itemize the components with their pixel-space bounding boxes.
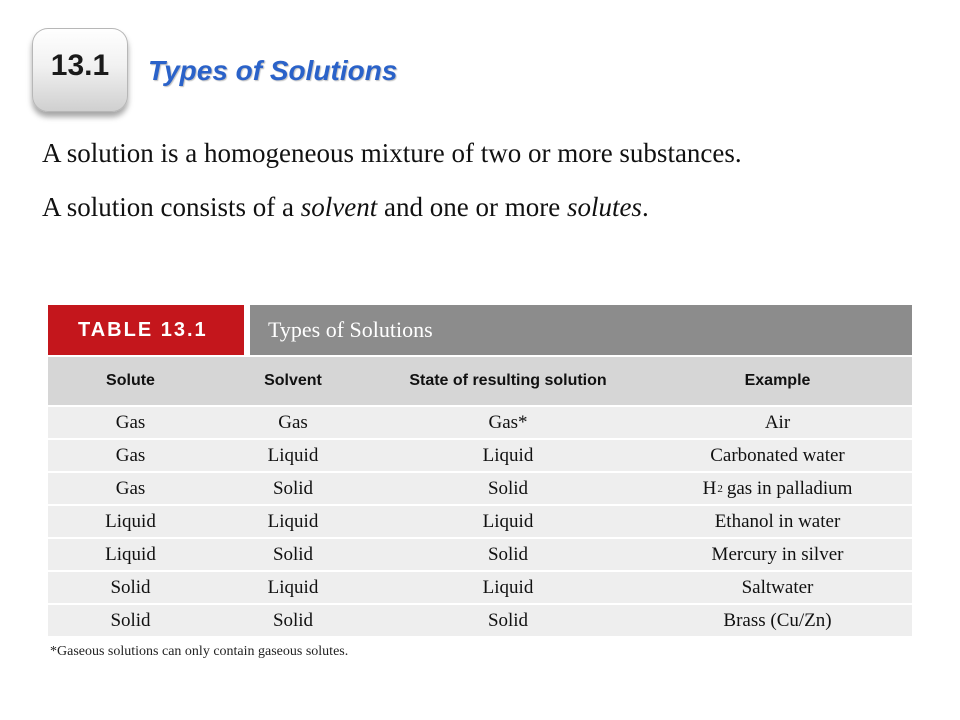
table-caption: Types of Solutions (250, 305, 912, 355)
composition-line (42, 192, 649, 223)
cell-solute: Liquid (105, 510, 156, 532)
cell-example: Brass (Cu/Zn) (723, 609, 832, 631)
cell-state: Solid (487, 609, 529, 631)
table-row (48, 504, 912, 537)
table-label: TABLE 13.1 (48, 305, 244, 355)
h2-element: H (702, 477, 717, 499)
cell-example: Air (764, 411, 791, 433)
cell-state: Liquid (482, 510, 534, 532)
cell-example: Mercury in silver (711, 543, 844, 565)
cell-solute: Solid (110, 576, 151, 598)
cell-state: Solid (487, 477, 529, 499)
table-row (48, 603, 912, 636)
cell-state: Gas* (488, 411, 528, 433)
cell-solvent: Liquid (267, 576, 319, 598)
table-column-headers (48, 355, 912, 405)
cell-example: Ethanol in water (714, 510, 841, 532)
table-body (48, 405, 912, 636)
cell-example-h2 (643, 473, 912, 504)
cell-state: Solid (487, 543, 529, 565)
table-header-bar (48, 305, 912, 355)
composition-text-post: . (641, 192, 649, 222)
cell-solvent: Liquid (267, 444, 319, 466)
table-row (48, 471, 912, 504)
solvent-term: solvent (300, 192, 378, 222)
h2-rest: gas in palladium (726, 477, 853, 499)
cell-example: Saltwater (741, 576, 814, 598)
cell-example: Carbonated water (710, 444, 845, 466)
cell-solute: Liquid (105, 543, 156, 565)
column-header-state: State of resulting solution (409, 372, 607, 389)
table-row (48, 438, 912, 471)
section-number-badge (32, 28, 128, 112)
composition-text-pre: A solution consists of a (42, 192, 301, 222)
table-row (48, 405, 912, 438)
h2-subscript: 2 (717, 482, 723, 495)
cell-solute: Gas (115, 477, 146, 499)
solutes-term: solutes (566, 192, 642, 222)
composition-text-mid: and one or more (377, 192, 567, 222)
definition-line: A solution is a homogeneous mixture of two or more substances. (42, 138, 742, 168)
slide-title: Types of Solutions (148, 55, 398, 86)
table-row (48, 537, 912, 570)
column-header-example: Example (744, 372, 811, 389)
cell-solvent: Solid (272, 609, 314, 631)
cell-state: Liquid (482, 576, 534, 598)
cell-solvent: Liquid (267, 510, 319, 532)
cell-solute: Solid (110, 609, 151, 631)
cell-solute: Gas (115, 411, 146, 433)
table-row (48, 570, 912, 603)
cell-solvent: Solid (272, 477, 314, 499)
cell-state: Liquid (482, 444, 534, 466)
table-footnote: *Gaseous solutions can only contain gaseous solutes. (50, 644, 349, 659)
cell-solute: Gas (115, 444, 146, 466)
cell-solvent: Solid (272, 543, 314, 565)
solutions-table (48, 305, 912, 636)
column-header-solvent: Solvent (264, 372, 322, 389)
section-number: 13.1 (50, 49, 110, 82)
cell-solvent: Gas (278, 411, 308, 433)
column-header-solute: Solute (106, 372, 155, 389)
